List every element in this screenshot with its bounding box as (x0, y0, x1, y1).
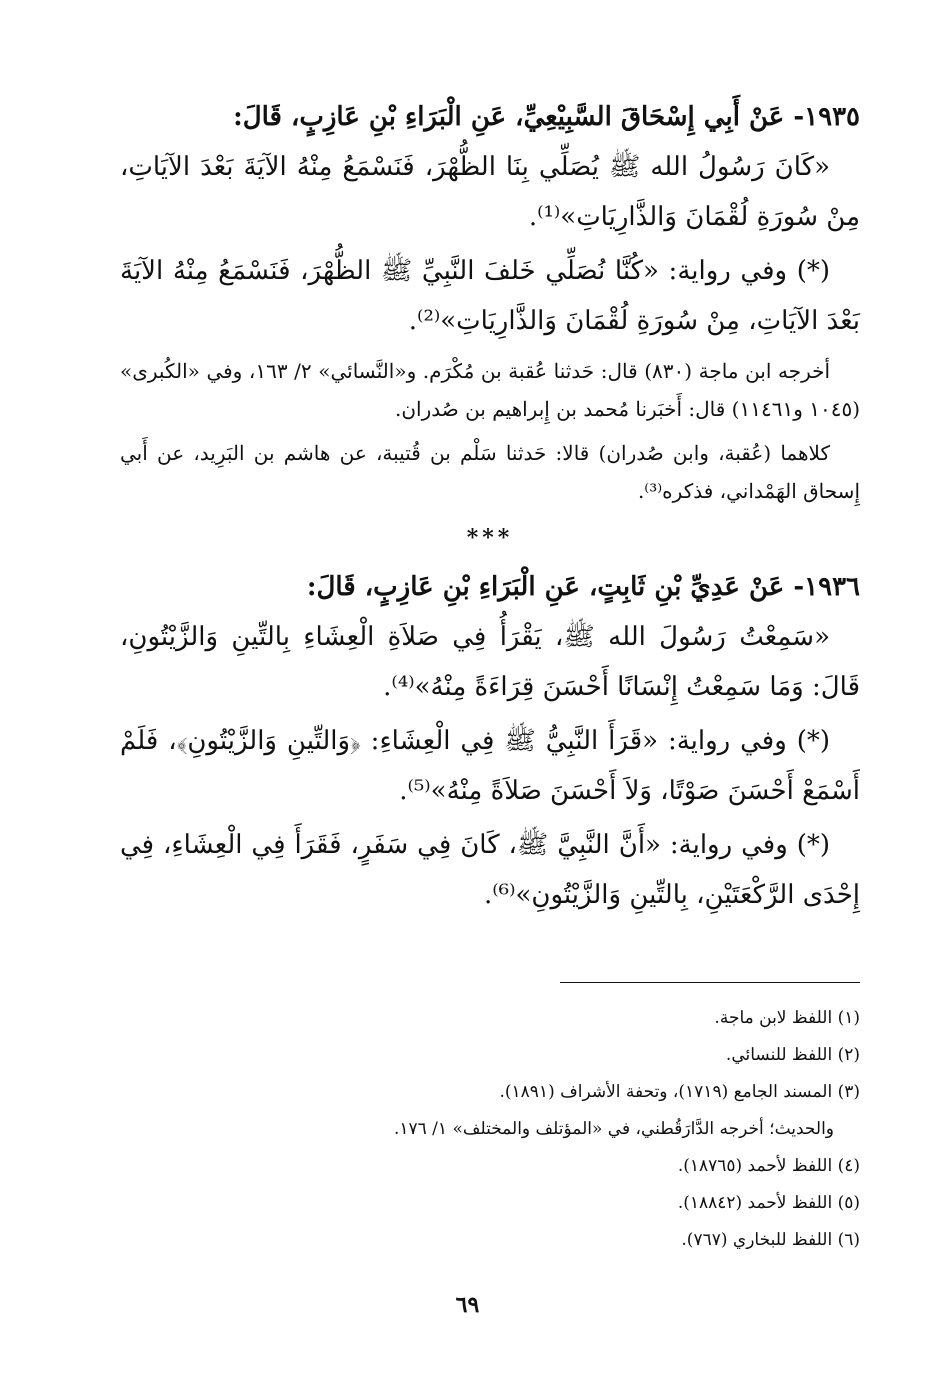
footnotes (120, 1000, 860, 1259)
hadith-1935-takhrij-1: أخرجه ابن ماجة (٨٣٠) قال: حَدثنا عُقبة بن مُكْرَم. و«النَّسائي» ٢/ ١٦٣، وفي «الكُبرى» (١٠٤٥ و١١٤٦١) قال: أَخبَرنا مُحمد بن إِبراهيم بن صُدران. (120, 359, 860, 421)
hadith-1936-heading: ١٩٣٦- عَنْ عَدِيِّ بْنِ ثَابِتٍ، عَنِ الْبَرَاءِ بْنِ عَازِبٍ، قَالَ: (306, 572, 860, 602)
hadith-1935-heading: ١٩٣٥- عَنْ أَبِي إِسْحَاقَ السَّبِيْعِيِّ، عَنِ الْبَرَاءِ بْنِ عَازِبٍ، قَالَ: (233, 102, 860, 132)
page-number: ٦٩ (455, 1292, 480, 1318)
hadith-1936-riwaya-2: (*) وفي رواية: «أَنَّ النَّبِيَّ ﷺ، كَانَ فِي سَفَرٍ، فَقَرَأَ فِي الْعِشَاءِ، فِي إِحْدَى الرَّكْعَتَيْنِ، بِالتِّينِ وَالزَّيْتُونِ»⁽⁶⁾. (120, 830, 860, 910)
hadith-1936-riwaya-1: (*) وفي رواية: «قَرَأَ النَّبِيُّ ﷺ فِي الْعِشَاءِ: ﴿وَالتِّينِ وَالزَّيْتُونِ﴾، فَلَمْ أَسْمَعْ أَحْسَنَ صَوْتًا، وَلاَ أَحْسَنَ صَلاَةً مِنْهُ»⁽⁵⁾. (120, 726, 860, 806)
footnote-5: (٥) اللفظ لأحمد (١٨٨٤٢). (677, 1193, 860, 1213)
footnote-divider (560, 982, 860, 983)
section-separator: *** (466, 525, 514, 551)
hadith-1936-text: «سَمِعْتُ رَسُولَ الله ﷺ، يَقْرَأُ فِي صَلاَةِ الْعِشَاءِ بِالتِّينِ وَالزَّيْتُونِ، قَالَ: وَمَا سَمِعْتُ إِنْسَانًا أَحْسَنَ قِرَاءَةً مِنْهُ»⁽⁴⁾. (120, 622, 860, 702)
footnote-3: (٣) المسند الجامع (١٧١٩)، وتحفة الأشراف (١٨٩١). (499, 1082, 860, 1102)
footnote-2: (٢) اللفظ للنسائي. (725, 1045, 860, 1065)
footnote-3-continuation: والحديث؛ أخرجه الدَّارَقُطني، في «المؤتلف والمختلف» ١/ ١٧٦. (393, 1119, 834, 1139)
footnote-1: (١) اللفظ لابن ماجة. (714, 1008, 860, 1028)
footnote-6: (٦) اللفظ للبخاري (٧٦٧). (681, 1230, 860, 1250)
main-text (120, 92, 860, 920)
hadith-1935-text: «كَانَ رَسُولُ الله ﷺ يُصَلِّي بِنَا الظُّهْرَ، فَنَسْمَعُ مِنْهُ الآيَةَ بَعْدَ الآيَاتِ، مِنْ سُورَةِ لُقْمَانَ وَالذَّارِيَاتِ»⁽¹⁾. (120, 152, 860, 232)
hadith-1935-riwaya: (*) وفي رواية: «كُنَّا نُصَلِّي خَلفَ النَّبِيِّ ﷺ الظُّهْرَ، فَنَسْمَعُ مِنْهُ الآيَةَ بَعْدَ الآيَاتِ، مِنْ سُورَةِ لُقْمَانَ وَالذَّارِيَاتِ»⁽²⁾. (120, 256, 860, 336)
hadith-1935-takhrij-2: كلاهما (عُقبة، وابن صُدران) قالا: حَدثنا سَلْم بن قُتيبة، عن هاشم بن البَرِيد، عن أَبي إِسحاق الهَمْداني، فذكره⁽³⁾. (120, 441, 860, 503)
footnote-4: (٤) اللفظ لأحمد (١٨٧٦٥). (677, 1156, 860, 1176)
